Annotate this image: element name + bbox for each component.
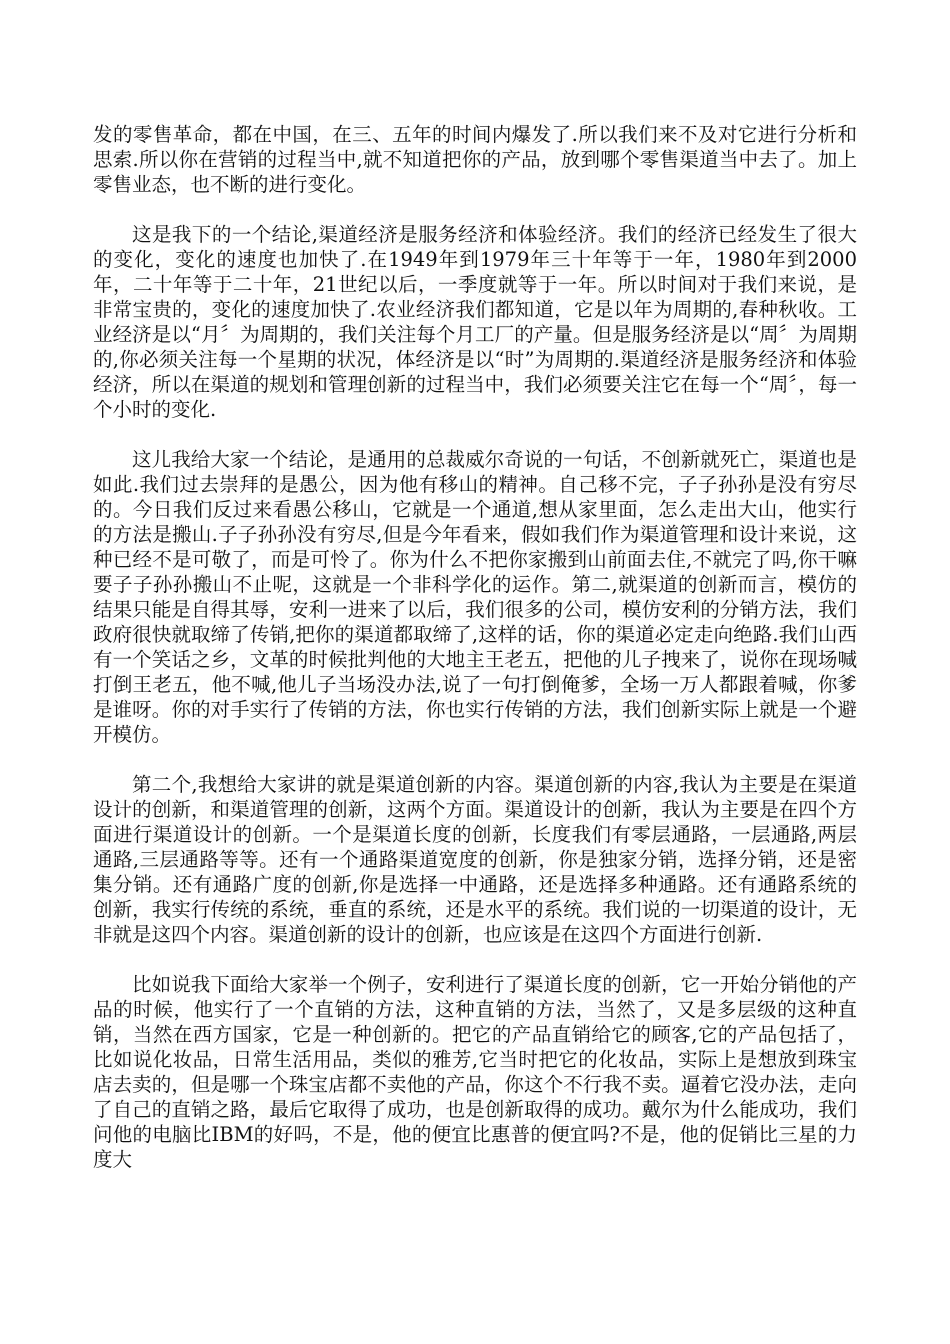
paragraph-2: 这是我下的一个结论,渠道经济是服务经济和体验经济。我们的经济已经发生了很大的变化，变化的速度也加快了.在1949年到1979年三十年等于一年，1980年到2000年，二十年等于二十年，21世纪以后，一季度就等于一年。所以时间对于我们来说，是非常宝贵的，变化的速度加快了.农业经济我们都知道，它是以年为周期的,春种秋收。工业经济是以“月〞为周期的，我们关注每个月工厂的产量。但是服务经济是以“周〞为周期的,你必须关注每一个星期的状况，体经济是以“时”为周期的.渠道经济是服务经济和体验经济，所以在渠道的规划和管理创新的过程当中，我们必须要关注它在每一个“周〞，每一个小时的变化.	[93, 223, 857, 421]
paragraph-1: 发的零售革命，都在中国，在三、五年的时间内爆发了.所以我们来不及对它进行分析和思索.所以你在营销的过程当中,就不知道把你的产品，放到哪个零售渠道当中去了。加上零售业态，也不断的进行变化。	[93, 123, 857, 196]
paragraph-3: 这儿我给大家一个结论，是通用的总裁威尔奇说的一句话，不创新就死亡，渠道也是如此.我们过去崇拜的是愚公，因为他有移山的精神。自己移不完，子子孙孙是没有穷尽的。今日我们反过来看愚公移山，它就是一个通道,想从家里面，怎么走出大山，他实行的方法是搬山.子子孙孙没有穷尽,但是今年看来，假如我们作为渠道管理和设计来说，这种已经不是可敬了，而是可怜了。你为什么不把你家搬到山前面去住,不就完了吗,你干嘛要子子孙孙搬山不止呢，这就是一个非科学化的运作。第二,就渠道的创新而言，模仿的结果只能是自得其辱，安利一进来了以后，我们很多的公司，模仿安利的分销方法，我们政府很快就取缔了传销,把你的渠道都取缔了,这样的话，你的渠道必定走向绝路.我们山西有一个笑话之乡，文革的时候批判他的大地主王老五，把他的儿子拽来了，说你在现场喊打倒王老五，他不喊,他儿子当场没办法,说了一句打倒俺爹，全场一万人都跟着喊，你爹是谁呀。你的对手实行了传销的方法，你也实行传销的方法，我们创新实际上就是一个避开模仿。	[93, 448, 857, 746]
paragraph-5: 比如说我下面给大家举一个例子，安利进行了渠道长度的创新，它一开始分销他的产品的时候，他实行了一个直销的方法，这种直销的方法，当然了，又是多层级的这种直销，当然在西方国家，它是一种创新的。把它的产品直销给它的顾客,它的产品包括了，比如说化妆品，日常生活用品，类似的雅芳,它当时把它的化妆品，实际上是想放到珠宝店去卖的，但是哪一个珠宝店都不卖他的产品，你这个不行我不卖。逼着它没办法，走向了自己的直销之路，最后它取得了成功，也是创新取得的成功。戴尔为什么能成功，我们问他的电脑比IBM的好吗，不是，他的便宜比惠普的便宜吗?不是，他的促销比三星的力度大	[93, 973, 857, 1171]
paragraph-4: 第二个,我想给大家讲的就是渠道创新的内容。渠道创新的内容,我认为主要是在渠道设计的创新，和渠道管理的创新，这两个方面。渠道设计的创新，我认为主要是在四个方面进行渠道设计的创新。一个是渠道长度的创新，长度我们有零层通路，一层通路,两层通路,三层通路等等。还有一个通路渠道宽度的创新，你是独家分销，选择分销，还是密集分销。还有通路广度的创新,你是选择一中通路，还是选择多种通路。还有通路系统的创新，我实行传统的系统，垂直的系统，还是水平的系统。我们说的一切渠道的设计，无非就是这四个内容。渠道创新的设计的创新，也应该是在这四个方面进行创新.	[93, 773, 857, 946]
document-body	[93, 122, 857, 1197]
